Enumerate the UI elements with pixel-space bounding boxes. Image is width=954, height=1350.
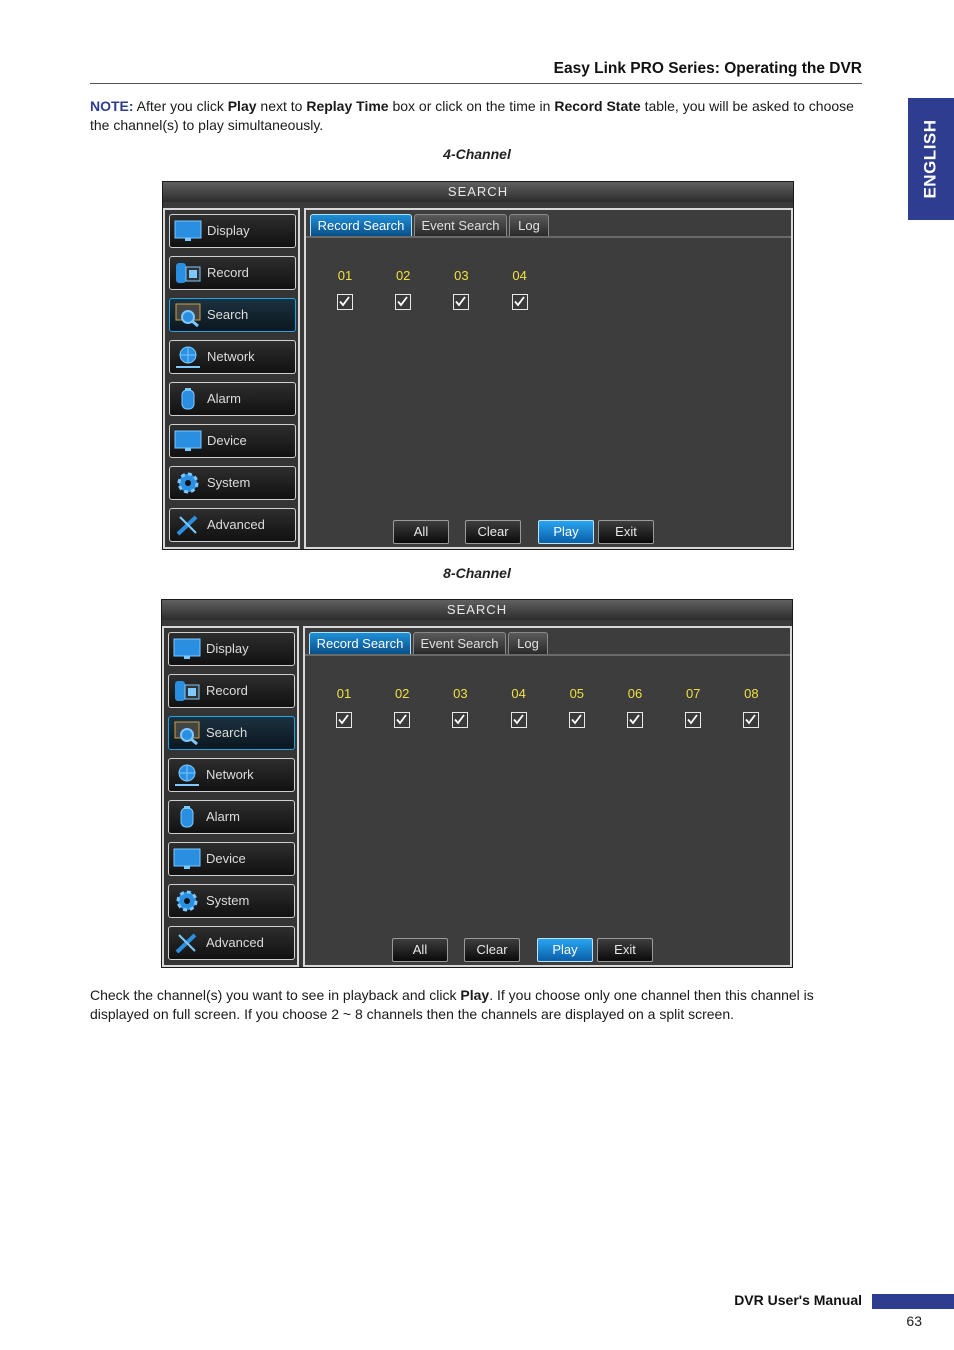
note-text-4: table, you will be asked to choose the channel(s) to play simultaneously.	[90, 98, 854, 133]
sidebar-item-label: Device	[207, 433, 247, 448]
footer-label: DVR User's Manual	[734, 1292, 862, 1308]
channel-checkbox-06[interactable]	[627, 712, 643, 728]
sidebar-item-label: Record	[207, 265, 249, 280]
footer-bar	[872, 1294, 954, 1309]
sidebar-item-label: Advanced	[206, 935, 264, 950]
sidebar-item-alarm[interactable]	[168, 800, 295, 834]
sidebar-item-advanced[interactable]	[168, 926, 295, 960]
dvr-main-panel	[304, 208, 793, 549]
device-icon	[174, 429, 202, 453]
body-text-2: . If you choose only one channel then this channel is displayed on full screen. If you choose 2 ~ 8 channels then the channels are displayed on a split screen.	[90, 987, 814, 1022]
channel-checkbox-02[interactable]	[394, 712, 410, 728]
dvr-search-window-8ch	[161, 599, 793, 968]
page-number: 63	[906, 1313, 922, 1329]
channel-checkbox-07[interactable]	[685, 712, 701, 728]
sidebar-item-search[interactable]	[168, 716, 295, 750]
sidebar-item-search[interactable]	[169, 298, 296, 332]
play-button[interactable]: Play	[538, 520, 594, 544]
sidebar-item-system[interactable]	[169, 466, 296, 500]
sidebar-item-label: System	[207, 475, 251, 490]
sidebar-item-label: Alarm	[207, 391, 241, 406]
sidebar-item-label: Network	[206, 767, 254, 782]
sidebar-item-record[interactable]	[169, 256, 296, 290]
tab-log[interactable]: Log	[508, 632, 548, 654]
channel-label-04: 04	[512, 268, 527, 283]
sidebar-item-label: Network	[207, 349, 255, 364]
record-icon	[174, 261, 202, 285]
network-icon	[174, 345, 202, 369]
exit-button[interactable]: Exit	[597, 938, 653, 962]
sidebar-item-label: Search	[207, 307, 249, 322]
channel-label-07: 07	[685, 686, 701, 701]
sidebar-item-label: System	[206, 893, 250, 908]
header-rule	[90, 83, 862, 84]
channel-label-06: 06	[627, 686, 643, 701]
channel-label-01: 01	[336, 686, 352, 701]
tab-event-search[interactable]: Event Search	[414, 214, 507, 236]
tab-divider	[305, 654, 790, 656]
sidebar-item-label: Display	[206, 641, 249, 656]
tab-record-search[interactable]: Record Search	[309, 632, 411, 654]
channel-label-03: 03	[454, 268, 469, 283]
channel-label-03: 03	[453, 686, 468, 701]
channel-label-08: 08	[744, 686, 759, 701]
dvr-search-window-4ch	[162, 181, 794, 550]
dvr-title-bar: SEARCH	[163, 182, 793, 202]
channel-label-05: 05	[569, 686, 585, 701]
all-button[interactable]: All	[393, 520, 449, 544]
sidebar-item-device[interactable]	[168, 842, 295, 876]
channel-checkbox-02[interactable]	[395, 294, 411, 310]
clear-button[interactable]: Clear	[465, 520, 521, 544]
channel-checkbox-08[interactable]	[743, 712, 759, 728]
channel-checkbox-03[interactable]	[452, 712, 468, 728]
search-icon	[174, 303, 202, 327]
alarm-icon	[173, 805, 201, 829]
sidebar-item-alarm[interactable]	[169, 382, 296, 416]
body-bold-play: Play	[460, 987, 490, 1003]
sidebar-item-label: Record	[206, 683, 248, 698]
sidebar-item-display[interactable]	[169, 214, 296, 248]
dvr-title-bar: SEARCH	[162, 600, 792, 620]
sidebar-item-label: Alarm	[206, 809, 240, 824]
note-bold-play: Play	[227, 98, 257, 114]
note-paragraph	[90, 97, 862, 135]
note-text-3: box or click on the time in	[388, 98, 555, 114]
sidebar-item-network[interactable]	[168, 758, 295, 792]
tools-icon	[174, 513, 202, 537]
figure-caption-4ch: 4-Channel	[443, 146, 511, 162]
all-button[interactable]: All	[392, 938, 448, 962]
tools-icon	[173, 931, 201, 955]
sidebar-item-record[interactable]	[168, 674, 295, 708]
play-button[interactable]: Play	[537, 938, 593, 962]
gear-icon	[174, 471, 202, 495]
tab-event-search[interactable]: Event Search	[413, 632, 506, 654]
dvr-sidebar-menu	[162, 626, 299, 967]
sidebar-item-network[interactable]	[169, 340, 296, 374]
channel-checkbox-01[interactable]	[336, 712, 352, 728]
channel-checkbox-04[interactable]	[511, 712, 527, 728]
clear-button[interactable]: Clear	[464, 938, 520, 962]
tab-divider	[306, 236, 791, 238]
note-bold-record-state: Record State	[554, 98, 641, 114]
sidebar-item-display[interactable]	[168, 632, 295, 666]
channel-checkbox-04[interactable]	[512, 294, 528, 310]
dvr-main-panel	[303, 626, 792, 967]
channel-checkbox-01[interactable]	[337, 294, 353, 310]
alarm-icon	[174, 387, 202, 411]
device-icon	[173, 847, 201, 871]
body-paragraph	[90, 986, 862, 1024]
record-icon	[173, 679, 201, 703]
tab-record-search[interactable]: Record Search	[310, 214, 412, 236]
sidebar-item-label: Display	[207, 223, 250, 238]
note-text-1: After you click	[133, 98, 228, 114]
monitor-icon	[173, 637, 201, 661]
sidebar-item-label: Device	[206, 851, 246, 866]
channel-label-02: 02	[395, 268, 411, 283]
sidebar-item-device[interactable]	[169, 424, 296, 458]
gear-icon	[173, 889, 201, 913]
page-header-title: Easy Link PRO Series: Operating the DVR	[553, 60, 862, 77]
exit-button[interactable]: Exit	[598, 520, 654, 544]
channel-label-02: 02	[394, 686, 410, 701]
channel-checkbox-05[interactable]	[569, 712, 585, 728]
figure-caption-8ch: 8-Channel	[443, 565, 511, 581]
tab-log[interactable]: Log	[509, 214, 549, 236]
note-label: NOTE:	[90, 98, 134, 114]
sidebar-item-system[interactable]	[168, 884, 295, 918]
sidebar-item-advanced[interactable]	[169, 508, 296, 542]
channel-label-01: 01	[337, 268, 353, 283]
channel-label-04: 04	[511, 686, 526, 701]
search-icon	[173, 721, 201, 745]
monitor-icon	[174, 219, 202, 243]
network-icon	[173, 763, 201, 787]
channel-checkbox-03[interactable]	[453, 294, 469, 310]
sidebar-item-label: Search	[206, 725, 248, 740]
sidebar-item-label: Advanced	[207, 517, 265, 532]
note-text-2: next to	[256, 98, 307, 114]
note-bold-replay-time: Replay Time	[306, 98, 389, 114]
dvr-sidebar-menu	[163, 208, 300, 549]
language-tab-label: ENGLISH	[921, 119, 940, 199]
body-text-1: Check the channel(s) you want to see in playback and click	[90, 987, 461, 1003]
